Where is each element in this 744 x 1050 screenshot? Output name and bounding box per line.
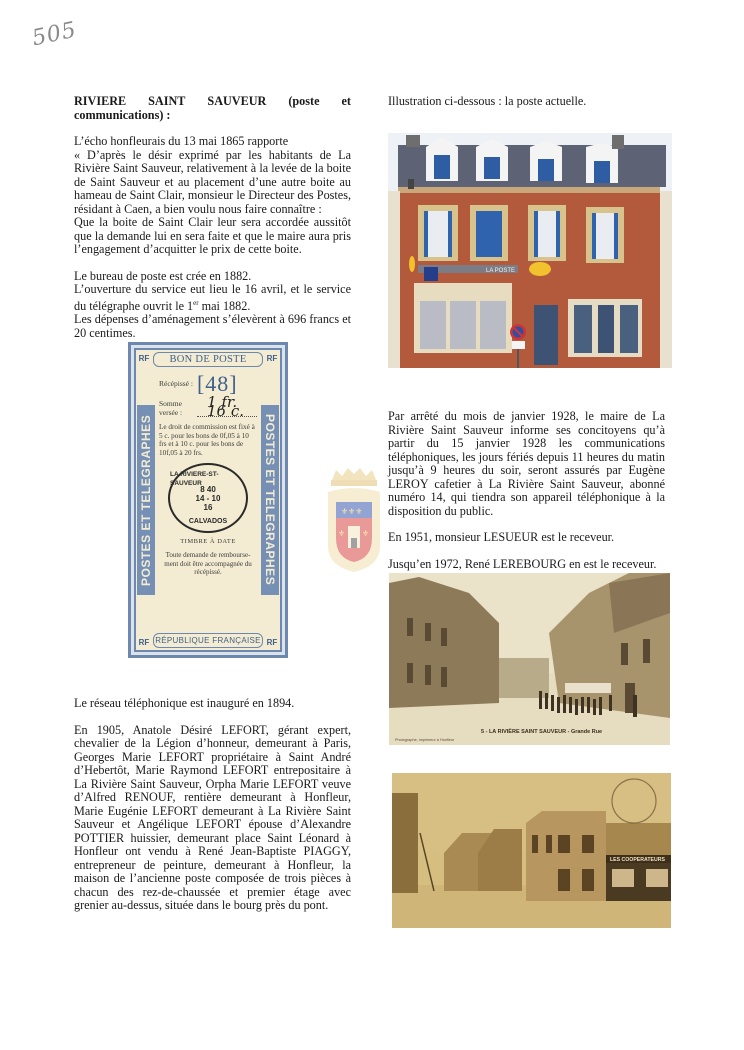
illustration-caption: Illustration ci-dessous : la poste actuelle. — [388, 94, 587, 108]
paragraph-opening — [74, 283, 351, 313]
stamp-header: BON DE POSTE — [153, 352, 263, 367]
title-word: et — [341, 94, 351, 108]
sum-row — [159, 393, 257, 420]
stamp-side-label-left: POSTES ET TELEGRAPHES — [137, 405, 155, 595]
postmark-department: CALVADOS — [188, 518, 228, 526]
paragraph-1928-decree: Par arrêté du mois de janvier 1928, le maire de La Rivière Saint Sauveur informe ses concitoyens qu’à partir du 15 janvier 1928 les communications téléphoniques, les jours fériés depuis 11 heures du matin jusqu’à 9 heures du soir, seront assurés par Eugène LEROY cafetier à La Rivière Saint Sauveur, abonné numéro 14, qui tiendra son appareil téléphonique à la disposition du public. — [388, 409, 665, 518]
postmark-date — [196, 485, 221, 512]
title-word: RIVIERE — [74, 94, 127, 108]
paragraph-1951: En 1951, monsieur LESUEUR est le receveur. — [388, 530, 615, 544]
rf-corner-label: RF — [138, 353, 150, 363]
post-office-sign: LA POSTE — [486, 268, 516, 274]
handwritten-page-number: 505 — [29, 17, 80, 52]
section-title — [74, 95, 351, 122]
refund-note: Toute demande de rembourse-ment doit être accompagnée du récépissé. — [164, 551, 252, 577]
sum-label: Somme versée : — [159, 399, 183, 417]
postcard1-publisher: Photographe, imprimeur à Honfleur — [395, 738, 455, 742]
sum-value: 1 fr. 16 c. — [197, 398, 257, 417]
svg-text:⚜⚜⚜: ⚜⚜⚜ — [341, 507, 363, 516]
svg-text:⚜: ⚜ — [362, 529, 370, 538]
postmark-town: LA RIVIERE-ST-SAUVEUR — [170, 471, 219, 488]
rf-corner-label: RF — [266, 637, 278, 647]
postmark-daymonth: 14 - 10 — [195, 493, 221, 503]
section-title-line2: communications) : — [74, 107, 171, 122]
paragraph-1905-sale: En 1905, Anatole Désiré LEFORT, gérant expert, chevalier de la Légion d’honneur, demeurant à Paris, Georges Marie LEFORT propriétaire à Saint André d’Hebertôt, Marie Raymond LEFORT entrepositaire à La Rivière Saint Sauveur, Orpha Marie LEFORT veuve d’Alfred RENOUF, rentière demeurant à Honfleur, Marie Eugénie LEFORT demeurant à La Rivière Saint Sauveur et Angélique LEFORT épouse d’Alexandre POTTIER huissier, demeurant place Saint Léonard à Honfleur ont vendu à René Jean-Baptiste PIAGGY, entrepreneur de peinture, demeurant à Honfleur, la maison de l’ancienne poste composée de trois pièces à chacun des rez-de-chaussée et premier étage avec grenier au-dessus, située dans le bourg près du pont. — [74, 722, 351, 912]
paragraph-telephone-network: Le réseau téléphonique est inauguré en 1894. — [74, 696, 295, 710]
superscript: er — [193, 298, 199, 307]
paragraph-1972: Jusqu’en 1972, René LEREBOURG en est le receveur. — [388, 556, 657, 571]
bon-de-poste-receipt-image — [128, 342, 288, 658]
old-postcard-les-cooperateurs — [392, 773, 671, 928]
left-column-top-text — [74, 95, 351, 340]
old-postcard-grande-rue — [389, 573, 670, 745]
paragraph-expenses: Les dépenses d’aménagement s’élevèrent à 696 francs et 20 centimes. — [74, 312, 351, 340]
svg-text:⚜: ⚜ — [338, 529, 346, 538]
paragraph-intro: L’écho honfleurais du 13 mai 1865 rapporte — [74, 134, 289, 148]
stamp-body — [159, 373, 257, 627]
right-column-text — [388, 410, 665, 571]
coat-of-arms-icon — [322, 466, 386, 576]
opening-text: L’ouverture du service eut lieu le 16 avril, et le service du télégraphe ouvrit le 1 — [74, 282, 351, 313]
postmark-time: 8 40 — [200, 484, 216, 494]
paragraph-quote: « D’après le désir exprimé par les habitants de La Rivière Saint Sauveur, relativement à la levée de la boite de Saint Sauveur et au placement d’une autre boite au hameau de Saint Clair, monsieur le Directeur des Postes, résidant à Caen, a bien voulu nous faire connaître : — [74, 147, 351, 216]
receipt-row — [159, 371, 257, 396]
current-post-office-photo — [388, 133, 672, 368]
postmark-circle — [168, 463, 248, 533]
paragraph-quote-cont: Que la boite de Saint Clair leur sera accordée aussitôt que la demande lui en sera faite et que le maire aura pris l’engagement d’acquitter le prix de cette boite. — [74, 215, 351, 256]
left-column-bottom-text — [74, 697, 351, 913]
rf-corner-label: RF — [266, 353, 278, 363]
timbre-label: TIMBRE À DATE — [180, 538, 236, 546]
title-word: SAINT — [148, 94, 186, 108]
commission-fee-text: Le droit de commission est fixé à 5 c. pour les bons de 0f,05 à 10 frs et à 10 c. pour les bons de 10f,05 à 20 frs. — [159, 423, 255, 457]
postcard1-caption: 5 - LA RIVIÈRE SAINT SAUVEUR - Grande Rue — [481, 729, 603, 735]
section-title-line1 — [74, 95, 351, 109]
rf-corner-label: RF — [138, 637, 150, 647]
paragraph-bureau-created: Le bureau de poste est crée en 1882. — [74, 268, 252, 283]
shop-sign: LES COOPERATEURS — [610, 857, 665, 863]
stamp-side-label-right: POSTES ET TELEGRAPHES — [261, 405, 279, 595]
title-word: (poste — [288, 94, 320, 108]
receipt-number: [48] — [196, 371, 238, 396]
receipt-label: Récépissé : — [159, 379, 193, 388]
opening-text-end: mai 1882. — [198, 298, 251, 313]
title-word: SAUVEUR — [207, 94, 267, 108]
stamp-footer: RÉPUBLIQUE FRANÇAISE — [153, 633, 263, 648]
postmark-year: 16 — [203, 502, 213, 512]
